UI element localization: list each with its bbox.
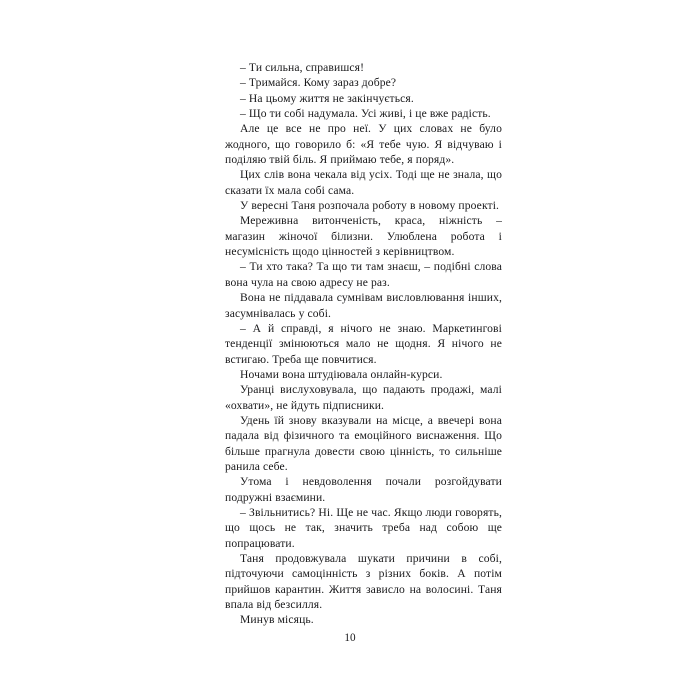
paragraph-body-10: Вона не піддавала сумнівам висловлювання інших, засумнівалась у собі.	[225, 291, 502, 320]
paragraph-dialogue-2: – Тримайся. Кому зараз добре?	[240, 76, 397, 90]
paragraph-body-15: Утома і невдоволення почали розгойдувати подружні взаємини.	[225, 475, 502, 504]
paragraph-body-14: Удень їй знову вказували на місце, а ввечері вона падала від фізичного та емоційного виснаження. Що більше прагнула довести свою цінність, то сильніше ранила себе.	[225, 413, 502, 473]
paragraph-body-8: Мереживна витонченість, краса, ніжність – магазин жіночої білизни. Улюблена робота і несумісність щодо цінностей з керівництвом.	[225, 214, 502, 259]
paragraph-body-5: Але це все не про неї. У цих словах не було жодного, що говорило б: «Я тебе чую. Я відчуваю і поділяю твій біль. Я приймаю тебе, я поряд».	[225, 122, 502, 167]
paragraph-body-6: Цих слів вона чекала від усіх. Тоді ще не знала, що сказати їх мала собі сама.	[225, 168, 502, 197]
paragraph-dialogue-1: – Ти сильна, справишся!	[240, 61, 365, 74]
paragraph-body-12: Ночами вона штудіювала онлайн-курси.	[240, 367, 443, 381]
paragraph-body-7: У вересні Таня розпочала роботу в новому проекті.	[240, 199, 500, 213]
page-number: 10	[344, 632, 356, 644]
paragraph-dialogue-4: – Що ти собі надумала. Усі живі, і це вже радість.	[240, 107, 491, 121]
paragraph-dialogue-3: – На цьому життя не закінчується.	[240, 91, 414, 105]
body-text-column	[225, 60, 502, 628]
paragraph-body-18: Минув місяць.	[240, 613, 314, 627]
paragraph-dialogue-9: – Ти хто така? Та що ти там знаєш, – подібні слова вона чула на свою адресу не раз.	[225, 260, 502, 289]
paragraph-dialogue-16: – Звільнитись? Ні. Ще не час. Якщо люди говорять, що щось не так, значить треба над собою ще попрацювати.	[225, 505, 502, 550]
paragraph-body-17: Таня продовжувала шукати причини в собі, підточуючи самоцінність з різних боків. А потім прийшов карантин. Життя зависло на волосині. Таня впала від безсилля.	[225, 552, 502, 612]
paragraph-dialogue-11: – А й справді, я нічого не знаю. Маркетингові тенденції змінюються мало не щодня. Я нічого не встигаю. Треба ще повчитися.	[225, 321, 502, 366]
paragraph-body-13: Уранці вислуховувала, що падають продажі, малі «охвати», не йдуть підписники.	[225, 383, 502, 412]
